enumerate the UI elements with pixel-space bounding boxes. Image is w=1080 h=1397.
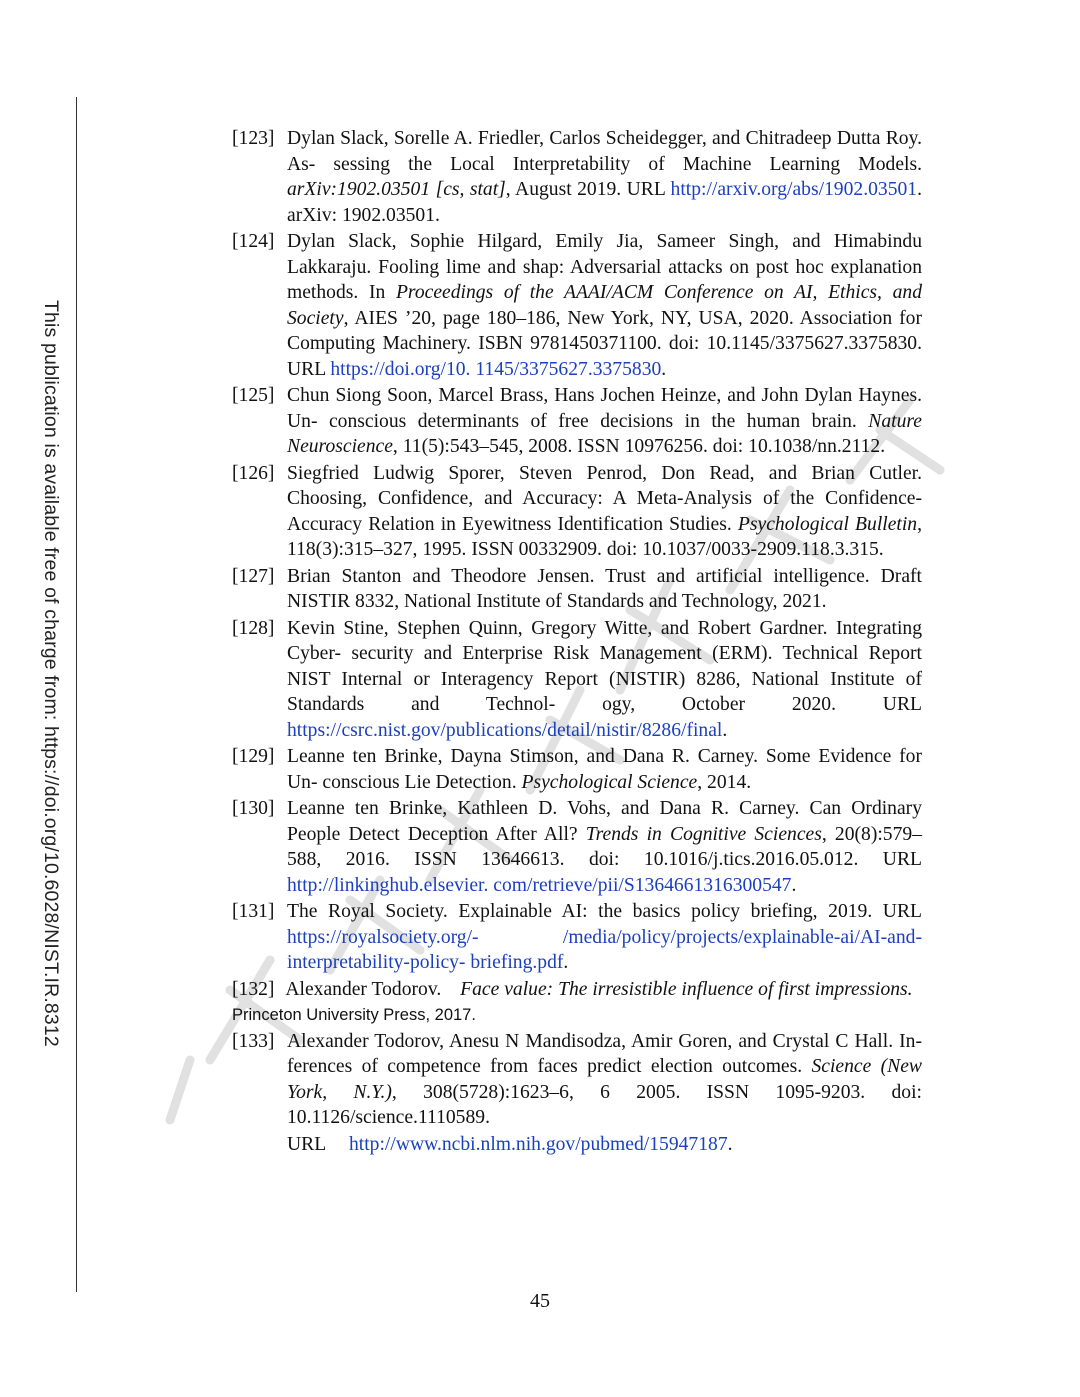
reference-text: Kevin Stine, Stephen Quinn, Gregory Witte, and Robert Gardner. Integrating Cyber- security and Enterprise Risk Management (ERM). Technical Report NIST Internal or Interagency Report (NISTIR) 8286, National Institute of Standards and Technol- ogy, October 2020. URL [287,617,922,715]
url-label: URL [287,1133,327,1155]
reference-entry [232,899,922,976]
reference-text: Siegfried Ludwig Sporer, Steven Penrod, Don Read, and Brian Cutler. Choosing, Confidence, and Accuracy: A Meta-Analysis of the Confidence-Accuracy Relation in Eyewitness Identification Studies. [287,462,922,535]
reference-text: , 118(3):315–327, 1995. ISSN 00332909. doi: 10.1037/0033-2909.118.3.315. [287,513,923,560]
reference-text: , 308(5728):1623–6, 6 2005. ISSN 1095-9203. doi: 10.1126/science.1110589. [287,1081,922,1128]
reference-text: , August 2019. URL [505,179,671,200]
reference-entry [232,744,922,795]
side-availability-note: This publication is available free of charge from: https://doi.org/10.6028/NIST.IR.8312 [40,300,62,1047]
reference-number: [127] [232,565,275,587]
reference-entry [232,126,922,228]
reference-text: Chun Siong Soon, Marcel Brass, Hans Jochen Heinze, and John Dylan Haynes. Un- conscious determinants of free decisions in the human brain. [287,385,922,432]
reference-text: Alexander Todorov, Anesu N Mandisodza, Amir Goren, and Crystal C Hall. In- ferences of competence from faces predict election outcomes. [287,1030,922,1077]
reference-entry [232,616,922,744]
reference-publisher: Princeton University Press, 2017. [232,1006,476,1024]
reference-text: , 2014. [697,771,752,793]
reference-venue: Science (New York, N.Y.) [287,1056,922,1103]
reference-number: [133] [232,1030,275,1052]
reference-link[interactable]: https://royalsociety.org/- /media/policy/projects/explainable-ai/AI-and-interpretability-policy- briefing.pdf [287,926,922,973]
reference-entry [232,564,922,615]
reference-text: , 11(5):543–545, 2008. ISSN 10976256. doi: 10.1038/nn.2112. [392,436,886,457]
reference-entry [232,977,922,1029]
reference-entry [232,1029,922,1131]
reference-entry [232,383,922,460]
reference-venue: Psychological Bulletin [737,513,918,535]
reference-text: The Royal Society. Explainable AI: the basics policy briefing, 2019. URL [287,901,922,922]
reference-text: , 20(8):579–588, 2016. ISSN 13646613. doi: 10.1016/j.tics.2016.05.012. URL [287,823,922,870]
page-number: 45 [530,1290,550,1312]
reference-link[interactable]: http://www.ncbi.nlm.nih.gov/pubmed/15947187 [349,1133,728,1155]
reference-number: [125] [232,385,275,406]
reference-text: . [722,719,728,741]
reference-number: [126] [232,462,275,484]
reference-entry [232,229,922,382]
reference-link[interactable]: http://linkinghub.elsevier. com/retrieve/pii/S1364661316300547 [287,874,792,896]
reference-text: Dylan Slack, Sophie Hilgard, Emily Jia, Sameer Singh, and Himabindu Lakkaraju. Fooling lime and shap: Adversarial attacks on post hoc explanation methods. In [287,231,922,303]
reference-link[interactable]: https://csrc.nist.gov/publications/detail/nistir/8286/final [287,719,723,741]
reference-venue: Psychological Science [521,771,698,793]
reference-number: [128] [232,617,275,639]
reference-text: . arXiv: 1902.03501. [287,179,922,226]
reference-venue: Proceedings of the AAAI/ACM Conference on AI, Ethics, and Society [287,282,922,329]
reference-link[interactable]: http://arxiv.org/abs/1902.03501 [670,179,918,200]
reference-list [232,126,922,1157]
reference-text: . [791,874,797,896]
reference-venue: arXiv:1902.03501 [cs, stat] [287,179,506,200]
reference-number: [123] [232,128,275,149]
reference-link[interactable]: https://doi.org/10. 1145/3375627.3375830 [330,358,662,380]
reference-text: Brian Stanton and Theodore Jensen. Trust and artificial intelligence. Draft NISTIR 8332, National Institute of Standards and Technology, 2021. [287,565,922,612]
reference-text: . [563,952,569,973]
reference-entry [232,796,922,898]
reference-number: [130] [232,798,275,819]
reference-venue: Trends in Cognitive Sciences [585,823,822,845]
reference-text: , AIES ’20, page 180–186, New York, NY, USA, 2020. Association for Computing Machinery. ISBN 9781450371100. doi: 10.1145/3375627.3375830. URL [287,307,922,380]
reference-text: Leanne ten Brinke, Kathleen D. Vohs, and Dana R. Carney. Can Ordinary People Detect Deception After All? [287,798,922,845]
reference-text: . [661,358,667,380]
reference-venue: Nature Neuroscience [287,410,922,457]
reference-number: [132] [232,978,275,1000]
reference-text: Dylan Slack, Sorelle A. Friedler, Carlos Scheidegger, and Chitradeep Dutta Roy. As- sessing the Local Interpretability of Machine Learning Models. [287,128,922,175]
reference-url-line [232,1132,922,1158]
reference-entry [232,461,922,563]
reference-venue: Face value: The irresistible influence of first impressions. [460,978,913,1000]
reference-number: [124] [232,231,275,252]
reference-number: [129] [232,746,275,767]
margin-rule [76,97,77,1292]
reference-number: [131] [232,901,275,922]
reference-text: . [727,1133,733,1155]
reference-text: Leanne ten Brinke, Dayna Stimson, and Dana R. Carney. Some Evidence for Un- conscious Lie Detection. [287,746,922,793]
reference-text: Alexander Todorov. [285,978,442,1000]
